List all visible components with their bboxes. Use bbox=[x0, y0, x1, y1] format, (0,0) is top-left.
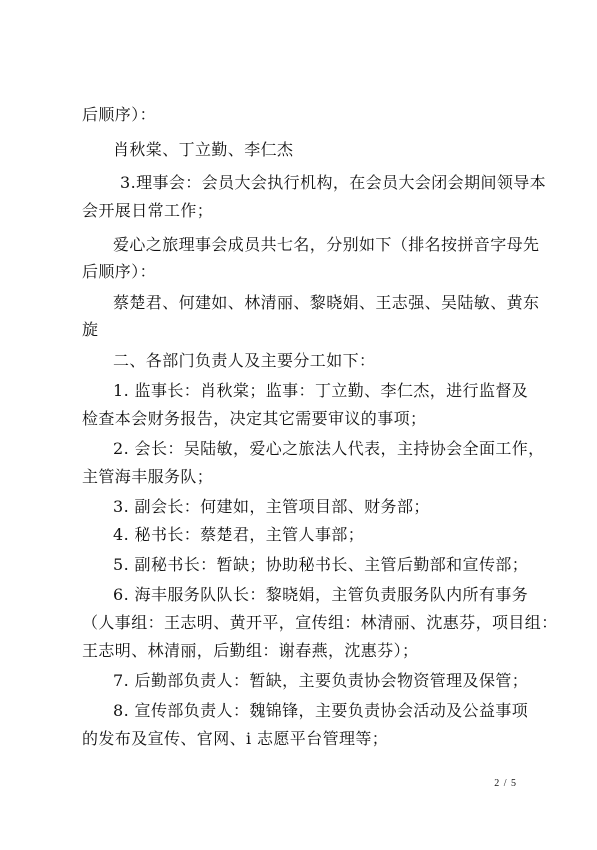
text-line: 肖秋棠、丁立勤、李仁杰 bbox=[113, 140, 294, 159]
text-line: 后顺序）： bbox=[82, 262, 157, 281]
text-line: 3.理事会：会员大会执行机构，在会员大会闭会期间领导本 bbox=[120, 173, 547, 192]
text-line: 1. 监事长：肖秋棠；监事：丁立勤、李仁杰，进行监督及 bbox=[113, 381, 529, 400]
text-line: 的发布及宣传、官网、i 志愿平台管理等； bbox=[82, 729, 389, 748]
text-line: （人事组：王志明、黄开平，宣传组：林清丽、沈惠芬，项目组： bbox=[82, 613, 558, 632]
text-line: 8. 宣传部负责人：魏锦锋，主要负责协会活动及公益事项 bbox=[113, 701, 529, 720]
section-heading: 二、各部门负责人及主要分工如下： bbox=[113, 351, 376, 370]
text-line: 5. 副秘书长：暂缺；协助秘书长、主管后勤部和宣传部； bbox=[113, 555, 529, 574]
text-line: 主管海丰服务队； bbox=[82, 467, 214, 486]
text-line: 旋 bbox=[82, 320, 99, 339]
text-line: 检查本会财务报告，决定其它需要审议的事项； bbox=[82, 409, 427, 428]
page-number: 2 / 5 bbox=[494, 778, 517, 789]
text-line: 王志明、林清丽，后勤组：谢春燕，沈惠芬）； bbox=[82, 641, 419, 660]
text-line: 爱心之旅理事会成员共七名，分别如下（排名按拼音字母先 bbox=[113, 235, 540, 254]
text-line: 会开展日常工作； bbox=[82, 201, 214, 220]
text-line: 7. 后勤部负责人：暂缺，主要负责协会物资管理及保管； bbox=[113, 671, 529, 690]
text-line: 4. 秘书长：蔡楚君，主管人事部； bbox=[113, 525, 365, 544]
text-line: 2. 会长：吴陆敏，爱心之旅法人代表，主持协会全面工作， bbox=[113, 439, 545, 458]
text-line: 蔡楚君、何建如、林清丽、黎晓娟、王志强、吴陆敏、黄东 bbox=[113, 293, 540, 312]
text-line: 后顺序）： bbox=[82, 105, 157, 124]
text-line: 3. 副会长：何建如，主管项目部、财务部； bbox=[113, 497, 430, 516]
text-line: 6. 海丰服务队队长：黎晓娟，主管负责服务队内所有事务 bbox=[113, 585, 529, 604]
